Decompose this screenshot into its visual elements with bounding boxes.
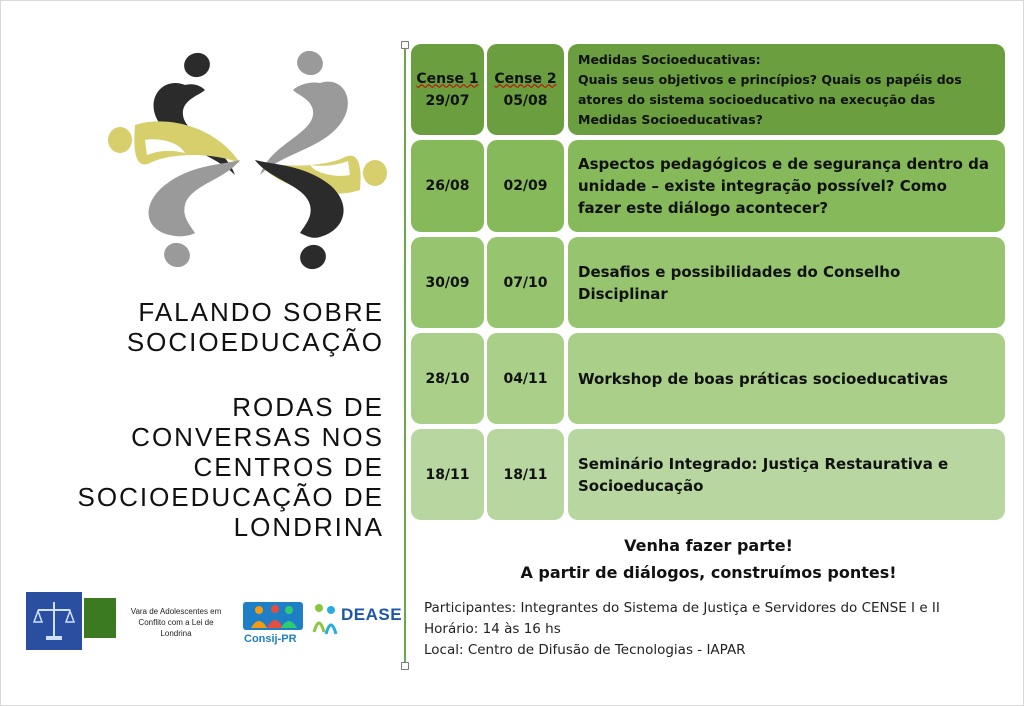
topic-text: Desafios e possibilidades do Conselho Disciplinar — [578, 262, 901, 303]
topic-cell — [568, 44, 1005, 135]
topic-cell — [568, 333, 1005, 424]
cense1-date-cell — [411, 140, 484, 232]
cense1-date-cell — [411, 333, 484, 424]
cense2-date-cell — [487, 44, 564, 135]
date-cense1: 30/09 — [425, 274, 470, 291]
schedule-row — [411, 140, 1006, 232]
event-title-line: SOCIOEDUCAÇÃO — [126, 327, 384, 357]
time-info: Horário: 14 às 16 hs — [424, 621, 561, 637]
place-info: Local: Centro de Difusão de Tecnologias - IAPAR — [424, 642, 746, 658]
cense2-date-cell — [487, 333, 564, 424]
topic-text: Aspectos pedagógicos e de segurança dentro da unidade – existe integração possível? Como fazer este diálogo acontecer? — [578, 155, 990, 217]
event-title-line: FALANDO SOBRE — [138, 297, 384, 327]
event-title — [127, 297, 384, 357]
divider-handle-bottom[interactable] — [401, 662, 409, 670]
event-subtitle-line: RODAS DE — [232, 392, 384, 422]
logo-figure-gray-top — [260, 47, 348, 175]
people-circle-logo — [105, 45, 390, 275]
schedule-row — [411, 237, 1006, 328]
event-subtitle-line: CONVERSAS NOS — [131, 422, 384, 452]
date-cense2: 05/08 — [503, 92, 548, 109]
topic-text: Workshop de boas práticas socioeducativas — [578, 369, 949, 388]
logo-figure-gray-bottom — [149, 160, 240, 271]
date-cense2: 02/09 — [503, 178, 548, 194]
date-cense1: 18/11 — [425, 466, 470, 483]
cense2-date-cell — [487, 429, 564, 520]
event-subtitle-line: SOCIOEDUCAÇÃO DE — [77, 482, 384, 512]
slogan-line-2: A partir de diálogos, construímos pontes! — [520, 563, 897, 582]
topic-cell — [568, 429, 1005, 520]
date-cense2: 04/11 — [503, 370, 548, 387]
slogan-line-1: Venha fazer parte! — [624, 536, 793, 555]
topic-title: Medidas Socioeducativas: — [578, 51, 761, 67]
cense2-header: Cense 2 — [494, 70, 557, 87]
date-cense1: 28/10 — [425, 370, 470, 387]
dease-label: DEASE — [341, 605, 403, 624]
event-subtitle-line: CENTROS DE — [193, 452, 384, 482]
divider-handle-top[interactable] — [401, 41, 409, 49]
topic-text: Seminário Integrado: Justiça Restaurativa e Socioeducação — [578, 454, 949, 495]
cense1-date-cell — [411, 44, 484, 135]
cense1-header: Cense 1 — [416, 70, 479, 87]
cense1-date-cell — [411, 237, 484, 328]
consij-logo — [243, 600, 305, 632]
topic-cell — [568, 140, 1005, 232]
cense1-date-cell — [411, 429, 484, 520]
event-subtitle — [78, 392, 385, 542]
topic-cell — [568, 237, 1005, 328]
date-cense1: 29/07 — [425, 92, 470, 109]
participants-info: Participantes: Integrantes do Sistema de Justiça e Servidores do CENSE I e II — [424, 600, 940, 616]
cense2-date-cell — [487, 140, 564, 232]
cense2-date-cell — [487, 237, 564, 328]
event-subtitle-line: LONDRINA — [233, 512, 384, 542]
date-cense2: 07/10 — [503, 274, 548, 291]
schedule-row — [411, 44, 1006, 135]
court-scales-logo — [26, 592, 118, 652]
schedule-row — [411, 429, 1006, 520]
dease-figures-icon — [310, 602, 340, 636]
consij-label: Consij-PR — [244, 633, 297, 645]
schedule-row — [411, 333, 1006, 424]
date-cense2: 18/11 — [503, 466, 548, 483]
date-cense1: 26/08 — [425, 178, 470, 194]
topic-text: Quais seus objetivos e princípios? Quais os papéis dos atores do sistema socioeducativo na execução das Medidas Socioeducativas? — [578, 71, 962, 127]
court-name: Vara de Adolescentes em Conflito com a Lei de Londrina — [130, 607, 222, 638]
vertical-divider — [404, 44, 406, 666]
